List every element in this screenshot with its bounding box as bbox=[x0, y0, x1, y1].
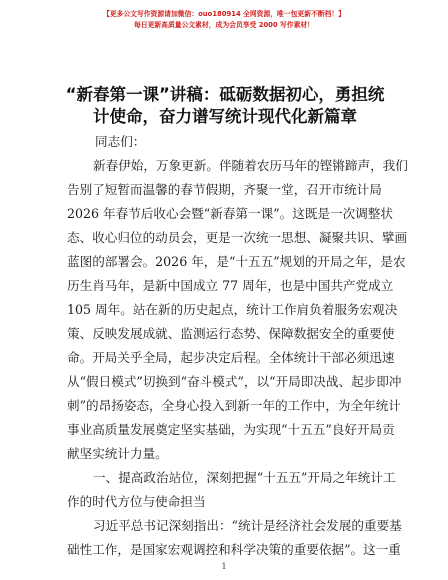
salutation: 同志们： bbox=[95, 134, 146, 149]
paragraph-line: 策、反映发展成就、监测运行态势、保障数据安全的重要使 bbox=[67, 326, 395, 341]
paragraph-line: 刺”的昂扬姿态，全身心投入到新一年的工作中，为全年统计 bbox=[67, 398, 401, 413]
paragraph-line: 从“假日模式”切换到“奋斗模式”，以“开局即决战、起步即冲 bbox=[67, 374, 402, 389]
document-title-line-2: 计使命，奋力谱写统计现代化新篇章 bbox=[93, 107, 357, 126]
paragraph-line: 态、收心归位的动员会，更是一次统一思想、凝聚共识、擘画 bbox=[67, 230, 408, 245]
paragraph-line: 献坚实统计力量。 bbox=[67, 446, 168, 461]
paragraph-line: 础性工作，是国家宏观调控和科学决策的重要依据”。这一重 bbox=[67, 542, 401, 557]
paragraph-line: 蓝图的部署会。2026 年，是“十五五”规划的开局之年，是农 bbox=[67, 254, 406, 269]
paragraph-line: 习近平总书记深刻指出：“统计是经济社会发展的重要基 bbox=[93, 518, 402, 533]
promo-banner-line-1: 【更多公文写作资源请加微信：ouo180914 全网资源，唯一包更新不断档！】 bbox=[102, 10, 346, 18]
section-heading-line-2: 作的时代方位与使命担当 bbox=[67, 494, 206, 509]
paragraph-line: 历生肖马年，是新中国成立 77 周年，也是中国共产党成立 bbox=[67, 278, 394, 293]
promo-banner-line-2: 每日更新高质量公文素材，成为会员享受 2000 写作素材！ bbox=[134, 21, 314, 29]
paragraph-line: 105 周年。站在新的历史起点，统计工作肩负着服务宏观决 bbox=[67, 302, 398, 317]
paragraph-line: 告别了短暂而温馨的春节假期，齐聚一堂，召开市统计局 bbox=[67, 182, 382, 197]
paragraph-line: 新春伊始，万象更新。伴随着农历马年的铿锵蹄声，我们 bbox=[93, 158, 408, 173]
paragraph-line: 事业高质量发展奠定坚实基础，为实现“十五五”良好开局贡 bbox=[67, 422, 395, 437]
document-title-line-1: “新春第一课”讲稿：砥砺数据初心，勇担统 bbox=[65, 85, 385, 104]
paragraph-line: 命。开局关乎全局，起步决定后程。全体统计干部必须迅速 bbox=[67, 350, 395, 365]
paragraph-line: 2026 年春节后收心会暨“新春第一课”。这既是一次调整状 bbox=[67, 206, 393, 221]
section-heading-line-1: 一、提高政治站位，深刻把握“十五五”开局之年统计工 bbox=[93, 470, 396, 485]
page-number: 1 bbox=[221, 562, 227, 571]
